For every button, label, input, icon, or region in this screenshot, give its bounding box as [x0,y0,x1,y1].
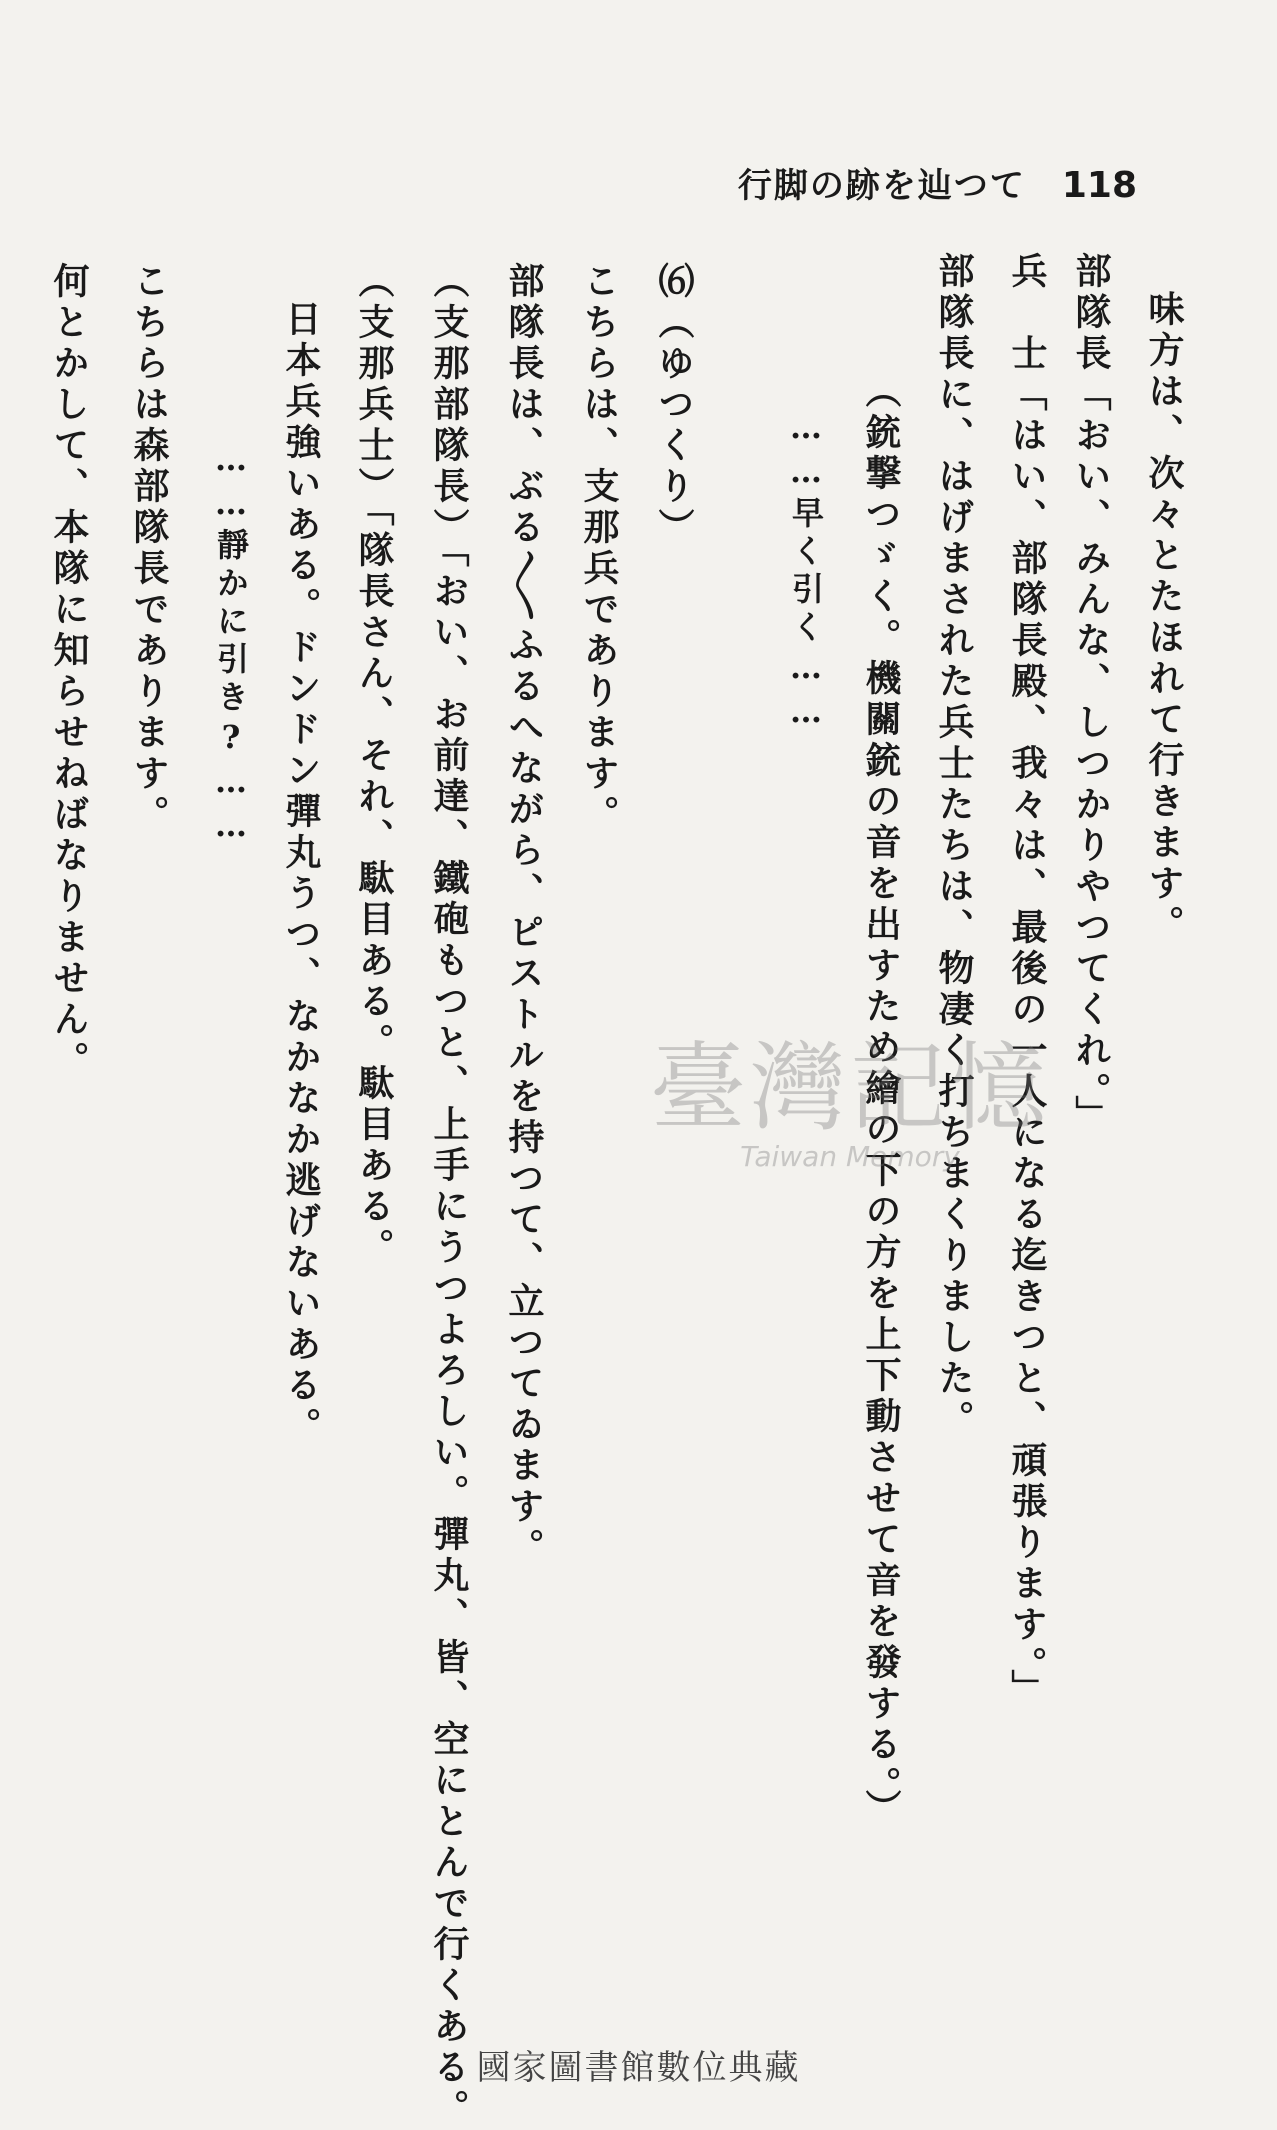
running-header [738,158,1137,207]
text-column-10: （支那部隊長）「おい、お前達、鐵砲もつと、上手にうつよろしい。彈丸、皆、空にとんで行くある。 [428,262,470,2130]
watermark [620,1032,1080,1190]
text-column-2: 部隊長「おい、みんな、しつかりやつてくれ。」 [1070,252,1112,1136]
text-column-11: （支那兵士）「隊長さん、それ、駄目ある。駄目ある。 [353,262,395,1269]
running-title: 行脚の跡を辿つて [737,166,1026,206]
text-column-15: 何とかして、本隊に知らせねばなりません。 [48,262,90,1082]
text-column-6: ……早く引く…… [787,408,825,736]
text-column-12: 日本兵強いある。ドンドン彈丸うつ、なかなか逃げないある。 [280,300,322,1448]
page-number: 118 [1061,165,1137,206]
text-column-3: 兵 士「はい、部隊長殿、我々は、最後の一人になる迄きつと、頑張ります。」 [1006,252,1048,1710]
text-column-1: 味方は、次々とたほれて行きます。 [1143,290,1185,946]
text-column-8: こちらは、支那兵であります。 [578,262,620,836]
text-column-13: ……靜かに引き?…… [212,440,250,850]
text-column-4: 部隊長に、はげまされた兵士たちは、物凄く打ちまくりました。 [933,252,975,1441]
watermark-cjk: 臺灣記憶 [650,1032,1050,1144]
text-column-9: 部隊長は、ぶる〳〵ふるへながら、ピストルを持つて、立つてゐます。 [503,262,545,1569]
text-column-7: ⑹（ゆつくり） [653,262,695,549]
footer-stamp: 國家圖書館數位典藏 [476,2048,801,2088]
watermark-en: Taiwan Memory [740,1140,960,1173]
text-column-5: （銃撃つゞく。機關銃の音を出すため繪の下の方を上下動させて音を發する。） [860,372,902,1830]
text-column-14: こちらは森部隊長であります。 [128,262,170,836]
